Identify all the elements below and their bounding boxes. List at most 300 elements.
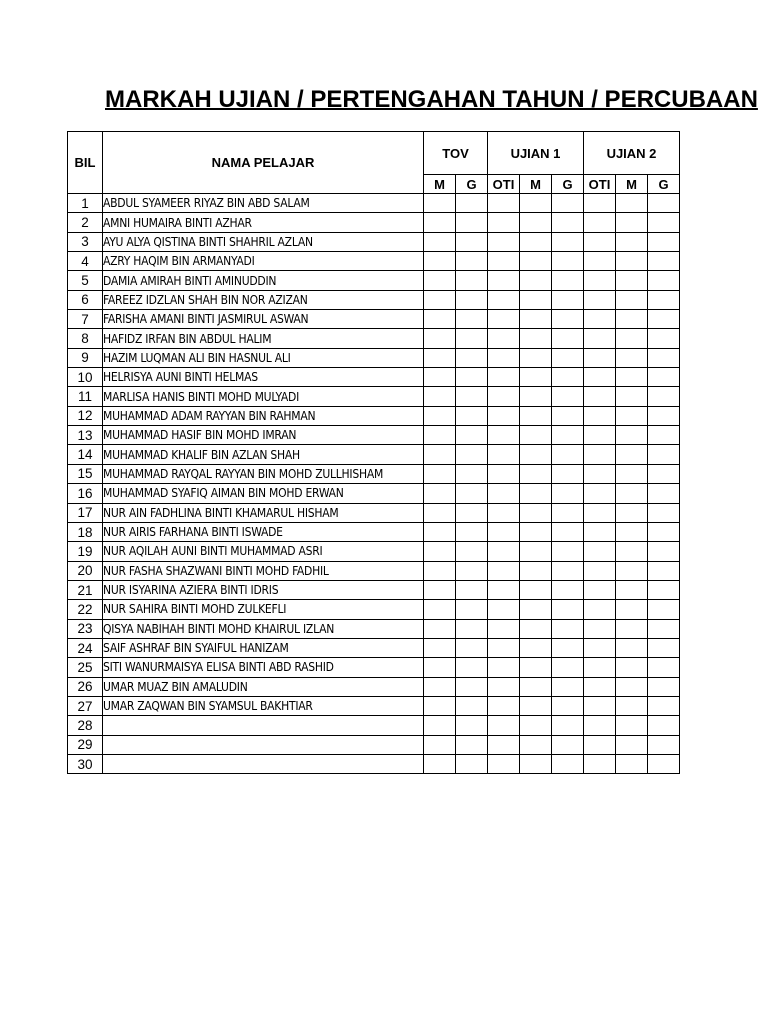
mark-cell[interactable]	[488, 484, 520, 503]
mark-cell[interactable]	[424, 716, 456, 735]
mark-cell[interactable]	[456, 600, 488, 619]
mark-cell[interactable]	[648, 580, 680, 599]
mark-cell[interactable]	[488, 194, 520, 213]
mark-cell[interactable]	[488, 542, 520, 561]
mark-cell[interactable]	[648, 503, 680, 522]
student-name: MUHAMMAD KHALIF BIN AZLAN SHAH	[103, 445, 424, 464]
mark-cell[interactable]	[552, 696, 584, 715]
mark-cell[interactable]	[456, 696, 488, 715]
mark-cell[interactable]	[552, 348, 584, 367]
marks-table	[67, 131, 680, 774]
mark-cell[interactable]	[552, 406, 584, 425]
student-name: HAFIDZ IRFAN BIN ABDUL HALIM	[103, 329, 424, 348]
mark-cell[interactable]	[552, 194, 584, 213]
mark-cell[interactable]	[552, 735, 584, 754]
mark-cell[interactable]	[584, 213, 616, 232]
mark-cell[interactable]	[424, 658, 456, 677]
row-bil: 28	[68, 716, 103, 735]
mark-cell[interactable]	[584, 290, 616, 309]
mark-cell[interactable]	[424, 677, 456, 696]
student-name: DAMIA AMIRAH BINTI AMINUDDIN	[103, 271, 424, 290]
mark-cell[interactable]	[520, 696, 552, 715]
mark-cell[interactable]	[424, 194, 456, 213]
table-row	[68, 271, 680, 290]
mark-cell[interactable]	[424, 503, 456, 522]
row-bil: 2	[68, 213, 103, 232]
student-name: FAREEZ IDZLAN SHAH BIN NOR AZIZAN	[103, 290, 424, 309]
mark-cell[interactable]	[616, 348, 648, 367]
student-name: FARISHA AMANI BINTI JASMIRUL ASWAN	[103, 310, 424, 329]
table-row	[68, 658, 680, 677]
mark-cell[interactable]	[616, 194, 648, 213]
mark-cell[interactable]	[456, 271, 488, 290]
row-bil: 27	[68, 696, 103, 715]
mark-cell[interactable]	[648, 600, 680, 619]
mark-cell[interactable]	[552, 677, 584, 696]
mark-cell[interactable]	[648, 368, 680, 387]
mark-cell[interactable]	[552, 271, 584, 290]
table-row	[68, 290, 680, 309]
mark-cell[interactable]	[488, 406, 520, 425]
mark-cell[interactable]	[584, 406, 616, 425]
mark-cell[interactable]	[616, 368, 648, 387]
mark-cell[interactable]	[616, 232, 648, 251]
student-name: MUHAMMAD HASIF BIN MOHD IMRAN	[103, 426, 424, 445]
mark-cell[interactable]	[584, 677, 616, 696]
mark-cell[interactable]	[552, 600, 584, 619]
row-bil: 5	[68, 271, 103, 290]
table-row	[68, 464, 680, 483]
mark-cell[interactable]	[456, 194, 488, 213]
mark-cell[interactable]	[424, 600, 456, 619]
mark-cell[interactable]	[616, 213, 648, 232]
mark-cell[interactable]	[424, 329, 456, 348]
mark-cell[interactable]	[424, 406, 456, 425]
mark-cell[interactable]	[456, 368, 488, 387]
mark-cell[interactable]	[616, 271, 648, 290]
mark-cell[interactable]	[520, 329, 552, 348]
mark-cell[interactable]	[584, 348, 616, 367]
mark-cell[interactable]	[520, 348, 552, 367]
mark-cell[interactable]	[648, 252, 680, 271]
student-name: QISYA NABIHAH BINTI MOHD KHAIRUL IZLAN	[103, 619, 424, 638]
mark-cell[interactable]	[520, 406, 552, 425]
mark-cell[interactable]	[616, 638, 648, 657]
mark-cell[interactable]	[616, 426, 648, 445]
mark-cell[interactable]	[648, 754, 680, 773]
row-bil: 12	[68, 406, 103, 425]
mark-cell[interactable]	[456, 754, 488, 773]
mark-cell[interactable]	[424, 464, 456, 483]
row-bil: 17	[68, 503, 103, 522]
mark-cell[interactable]	[424, 387, 456, 406]
mark-cell[interactable]	[424, 348, 456, 367]
mark-cell[interactable]	[616, 619, 648, 638]
mark-cell[interactable]	[520, 213, 552, 232]
table-row	[68, 503, 680, 522]
mark-cell[interactable]	[648, 445, 680, 464]
table-row	[68, 194, 680, 213]
mark-cell[interactable]	[488, 387, 520, 406]
mark-cell[interactable]	[648, 213, 680, 232]
mark-cell[interactable]	[520, 619, 552, 638]
mark-cell[interactable]	[520, 735, 552, 754]
mark-cell[interactable]	[488, 213, 520, 232]
mark-cell[interactable]	[488, 638, 520, 657]
mark-cell[interactable]	[584, 735, 616, 754]
mark-cell[interactable]	[648, 271, 680, 290]
mark-cell[interactable]	[424, 638, 456, 657]
table-row	[68, 542, 680, 561]
mark-cell[interactable]	[520, 503, 552, 522]
mark-cell[interactable]	[616, 252, 648, 271]
mark-cell[interactable]	[520, 580, 552, 599]
mark-cell[interactable]	[552, 252, 584, 271]
student-name: NUR ISYARINA AZIERA BINTI IDRIS	[103, 580, 424, 599]
mark-cell[interactable]	[584, 754, 616, 773]
mark-cell[interactable]	[584, 561, 616, 580]
mark-cell[interactable]	[552, 368, 584, 387]
table-row	[68, 348, 680, 367]
mark-cell[interactable]	[648, 329, 680, 348]
mark-cell[interactable]	[552, 464, 584, 483]
student-name: MUHAMMAD SYAFIQ AIMAN BIN MOHD ERWAN	[103, 484, 424, 503]
header-tov: TOV	[424, 132, 488, 175]
mark-cell[interactable]	[488, 658, 520, 677]
row-bil: 6	[68, 290, 103, 309]
header-ujian-2: UJIAN 2	[584, 132, 680, 175]
mark-cell[interactable]	[424, 252, 456, 271]
mark-cell[interactable]	[456, 213, 488, 232]
mark-cell[interactable]	[584, 271, 616, 290]
mark-cell[interactable]	[456, 252, 488, 271]
mark-cell[interactable]	[520, 600, 552, 619]
mark-cell[interactable]	[616, 561, 648, 580]
mark-cell[interactable]	[456, 348, 488, 367]
mark-cell[interactable]	[552, 561, 584, 580]
mark-cell[interactable]	[424, 580, 456, 599]
mark-cell[interactable]	[488, 368, 520, 387]
mark-cell[interactable]	[648, 658, 680, 677]
mark-cell[interactable]	[584, 387, 616, 406]
mark-cell[interactable]	[520, 561, 552, 580]
mark-cell[interactable]	[520, 252, 552, 271]
mark-cell[interactable]	[584, 194, 616, 213]
mark-cell[interactable]	[584, 445, 616, 464]
table-row	[68, 638, 680, 657]
table-row	[68, 368, 680, 387]
mark-cell[interactable]	[584, 658, 616, 677]
row-bil: 24	[68, 638, 103, 657]
mark-cell[interactable]	[616, 658, 648, 677]
mark-cell[interactable]	[488, 232, 520, 251]
mark-cell[interactable]	[552, 329, 584, 348]
mark-cell[interactable]	[552, 213, 584, 232]
student-name: MARLISA HANIS BINTI MOHD MULYADI	[103, 387, 424, 406]
mark-cell[interactable]	[488, 522, 520, 541]
mark-cell[interactable]	[488, 329, 520, 348]
mark-cell[interactable]	[456, 445, 488, 464]
mark-cell[interactable]	[424, 310, 456, 329]
mark-cell[interactable]	[616, 735, 648, 754]
mark-cell[interactable]	[584, 464, 616, 483]
table-row	[68, 735, 680, 754]
mark-cell[interactable]	[616, 290, 648, 309]
mark-cell[interactable]	[520, 754, 552, 773]
mark-cell[interactable]	[552, 387, 584, 406]
mark-cell[interactable]	[520, 484, 552, 503]
student-name: ABDUL SYAMEER RIYAZ BIN ABD SALAM	[103, 194, 424, 213]
mark-cell[interactable]	[488, 348, 520, 367]
mark-cell[interactable]	[552, 484, 584, 503]
mark-cell[interactable]	[616, 464, 648, 483]
mark-cell[interactable]	[488, 600, 520, 619]
table-row	[68, 677, 680, 696]
mark-cell[interactable]	[520, 194, 552, 213]
mark-cell[interactable]	[584, 503, 616, 522]
mark-cell[interactable]	[584, 696, 616, 715]
mark-cell[interactable]	[424, 232, 456, 251]
student-name: SITI WANURMAISYA ELISA BINTI ABD RASHID	[103, 658, 424, 677]
mark-cell[interactable]	[648, 426, 680, 445]
mark-cell[interactable]	[488, 716, 520, 735]
table-row	[68, 329, 680, 348]
mark-cell[interactable]	[456, 580, 488, 599]
mark-cell[interactable]	[424, 290, 456, 309]
mark-cell[interactable]	[488, 619, 520, 638]
mark-cell[interactable]	[648, 194, 680, 213]
mark-cell[interactable]	[584, 600, 616, 619]
mark-cell[interactable]	[552, 290, 584, 309]
mark-cell[interactable]	[456, 658, 488, 677]
mark-cell[interactable]	[456, 232, 488, 251]
mark-cell[interactable]	[520, 677, 552, 696]
mark-cell[interactable]	[648, 406, 680, 425]
row-bil: 3	[68, 232, 103, 251]
mark-cell[interactable]	[552, 426, 584, 445]
row-bil: 16	[68, 484, 103, 503]
mark-cell[interactable]	[456, 329, 488, 348]
mark-cell[interactable]	[584, 619, 616, 638]
mark-cell[interactable]	[424, 561, 456, 580]
mark-cell[interactable]	[616, 329, 648, 348]
mark-cell[interactable]	[488, 735, 520, 754]
mark-cell[interactable]	[488, 677, 520, 696]
mark-cell[interactable]	[584, 252, 616, 271]
mark-cell[interactable]	[456, 503, 488, 522]
mark-cell[interactable]	[456, 619, 488, 638]
mark-cell[interactable]	[488, 696, 520, 715]
mark-cell[interactable]	[488, 271, 520, 290]
student-name: NUR AQILAH AUNI BINTI MUHAMMAD ASRI	[103, 542, 424, 561]
mark-cell[interactable]	[584, 580, 616, 599]
mark-cell[interactable]	[584, 310, 616, 329]
mark-cell[interactable]	[424, 542, 456, 561]
mark-cell[interactable]	[616, 677, 648, 696]
mark-cell[interactable]	[520, 426, 552, 445]
mark-cell[interactable]	[456, 716, 488, 735]
mark-cell[interactable]	[520, 464, 552, 483]
mark-cell[interactable]	[488, 503, 520, 522]
mark-cell[interactable]	[648, 716, 680, 735]
table-row	[68, 484, 680, 503]
mark-cell[interactable]	[648, 561, 680, 580]
header-ujian-1: UJIAN 1	[488, 132, 584, 175]
subheader-ujian1-oti: OTI	[488, 175, 520, 194]
mark-cell[interactable]	[488, 445, 520, 464]
mark-cell[interactable]	[520, 232, 552, 251]
mark-cell[interactable]	[648, 232, 680, 251]
mark-cell[interactable]	[424, 735, 456, 754]
mark-cell[interactable]	[648, 464, 680, 483]
mark-cell[interactable]	[424, 484, 456, 503]
mark-cell[interactable]	[456, 484, 488, 503]
mark-cell[interactable]	[584, 638, 616, 657]
mark-cell[interactable]	[488, 426, 520, 445]
mark-cell[interactable]	[552, 445, 584, 464]
mark-cell[interactable]	[648, 387, 680, 406]
mark-cell[interactable]	[456, 542, 488, 561]
mark-cell[interactable]	[648, 484, 680, 503]
mark-cell[interactable]	[584, 329, 616, 348]
table-row	[68, 754, 680, 773]
mark-cell[interactable]	[616, 503, 648, 522]
student-name: SAIF ASHRAF BIN SYAIFUL HANIZAM	[103, 638, 424, 657]
mark-cell[interactable]	[616, 445, 648, 464]
mark-cell[interactable]	[424, 754, 456, 773]
subheader-tov-g: G	[456, 175, 488, 194]
subheader-ujian2-g: G	[648, 175, 680, 194]
row-bil: 9	[68, 348, 103, 367]
mark-cell[interactable]	[648, 735, 680, 754]
mark-cell[interactable]	[584, 716, 616, 735]
mark-cell[interactable]	[488, 561, 520, 580]
mark-cell[interactable]	[456, 426, 488, 445]
row-bil: 25	[68, 658, 103, 677]
mark-cell[interactable]	[552, 754, 584, 773]
mark-cell[interactable]	[520, 638, 552, 657]
mark-cell[interactable]	[552, 232, 584, 251]
mark-cell[interactable]	[488, 754, 520, 773]
mark-cell[interactable]	[552, 638, 584, 657]
mark-cell[interactable]	[456, 310, 488, 329]
mark-cell[interactable]	[456, 735, 488, 754]
mark-cell[interactable]	[552, 619, 584, 638]
mark-cell[interactable]	[616, 580, 648, 599]
mark-cell[interactable]	[520, 658, 552, 677]
mark-cell[interactable]	[616, 696, 648, 715]
mark-cell[interactable]	[648, 619, 680, 638]
mark-cell[interactable]	[616, 754, 648, 773]
mark-cell[interactable]	[616, 310, 648, 329]
mark-cell[interactable]	[616, 484, 648, 503]
row-bil: 19	[68, 542, 103, 561]
mark-cell[interactable]	[648, 696, 680, 715]
mark-cell[interactable]	[488, 310, 520, 329]
student-name	[103, 716, 424, 735]
mark-cell[interactable]	[616, 522, 648, 541]
mark-cell[interactable]	[520, 271, 552, 290]
mark-cell[interactable]	[520, 716, 552, 735]
mark-cell[interactable]	[424, 213, 456, 232]
mark-cell[interactable]	[648, 677, 680, 696]
mark-cell[interactable]	[552, 503, 584, 522]
mark-cell[interactable]	[616, 387, 648, 406]
mark-cell[interactable]	[520, 542, 552, 561]
mark-cell[interactable]	[456, 561, 488, 580]
mark-cell[interactable]	[584, 232, 616, 251]
mark-cell[interactable]	[488, 464, 520, 483]
mark-cell[interactable]	[520, 445, 552, 464]
mark-cell[interactable]	[456, 522, 488, 541]
mark-cell[interactable]	[456, 464, 488, 483]
mark-cell[interactable]	[456, 387, 488, 406]
mark-cell[interactable]	[552, 310, 584, 329]
row-bil: 21	[68, 580, 103, 599]
mark-cell[interactable]	[488, 290, 520, 309]
mark-cell[interactable]	[488, 580, 520, 599]
mark-cell[interactable]	[424, 696, 456, 715]
mark-cell[interactable]	[424, 368, 456, 387]
row-bil: 10	[68, 368, 103, 387]
mark-cell[interactable]	[520, 387, 552, 406]
mark-cell[interactable]	[520, 290, 552, 309]
mark-cell[interactable]	[616, 716, 648, 735]
mark-cell[interactable]	[520, 522, 552, 541]
student-name: NUR AIN FADHLINA BINTI KHAMARUL HISHAM	[103, 503, 424, 522]
mark-cell[interactable]	[456, 290, 488, 309]
mark-cell[interactable]	[584, 426, 616, 445]
mark-cell[interactable]	[456, 677, 488, 696]
mark-cell[interactable]	[616, 542, 648, 561]
mark-cell[interactable]	[584, 484, 616, 503]
mark-cell[interactable]	[456, 638, 488, 657]
mark-cell[interactable]	[552, 716, 584, 735]
row-bil: 29	[68, 735, 103, 754]
mark-cell[interactable]	[584, 368, 616, 387]
mark-cell[interactable]	[648, 290, 680, 309]
mark-cell[interactable]	[648, 522, 680, 541]
mark-cell[interactable]	[424, 445, 456, 464]
mark-cell[interactable]	[520, 368, 552, 387]
student-name: MUHAMMAD RAYQAL RAYYAN BIN MOHD ZULLHISHAM	[103, 464, 424, 483]
mark-cell[interactable]	[552, 580, 584, 599]
student-name: AZRY HAQIM BIN ARMANYADI	[103, 252, 424, 271]
subheader-tov-m: M	[424, 175, 456, 194]
mark-cell[interactable]	[424, 522, 456, 541]
table-row	[68, 561, 680, 580]
header-nama-pelajar: NAMA PELAJAR	[103, 132, 424, 194]
mark-cell[interactable]	[552, 522, 584, 541]
mark-cell[interactable]	[616, 406, 648, 425]
mark-cell[interactable]	[424, 271, 456, 290]
mark-cell[interactable]	[648, 348, 680, 367]
row-bil: 22	[68, 600, 103, 619]
mark-cell[interactable]	[584, 522, 616, 541]
mark-cell[interactable]	[648, 638, 680, 657]
mark-cell[interactable]	[424, 426, 456, 445]
mark-cell[interactable]	[552, 542, 584, 561]
mark-cell[interactable]	[424, 619, 456, 638]
mark-cell[interactable]	[520, 310, 552, 329]
mark-cell[interactable]	[456, 406, 488, 425]
mark-cell[interactable]	[648, 542, 680, 561]
mark-cell[interactable]	[552, 658, 584, 677]
mark-cell[interactable]	[648, 310, 680, 329]
mark-cell[interactable]	[616, 600, 648, 619]
mark-cell[interactable]	[488, 252, 520, 271]
mark-cell[interactable]	[584, 542, 616, 561]
